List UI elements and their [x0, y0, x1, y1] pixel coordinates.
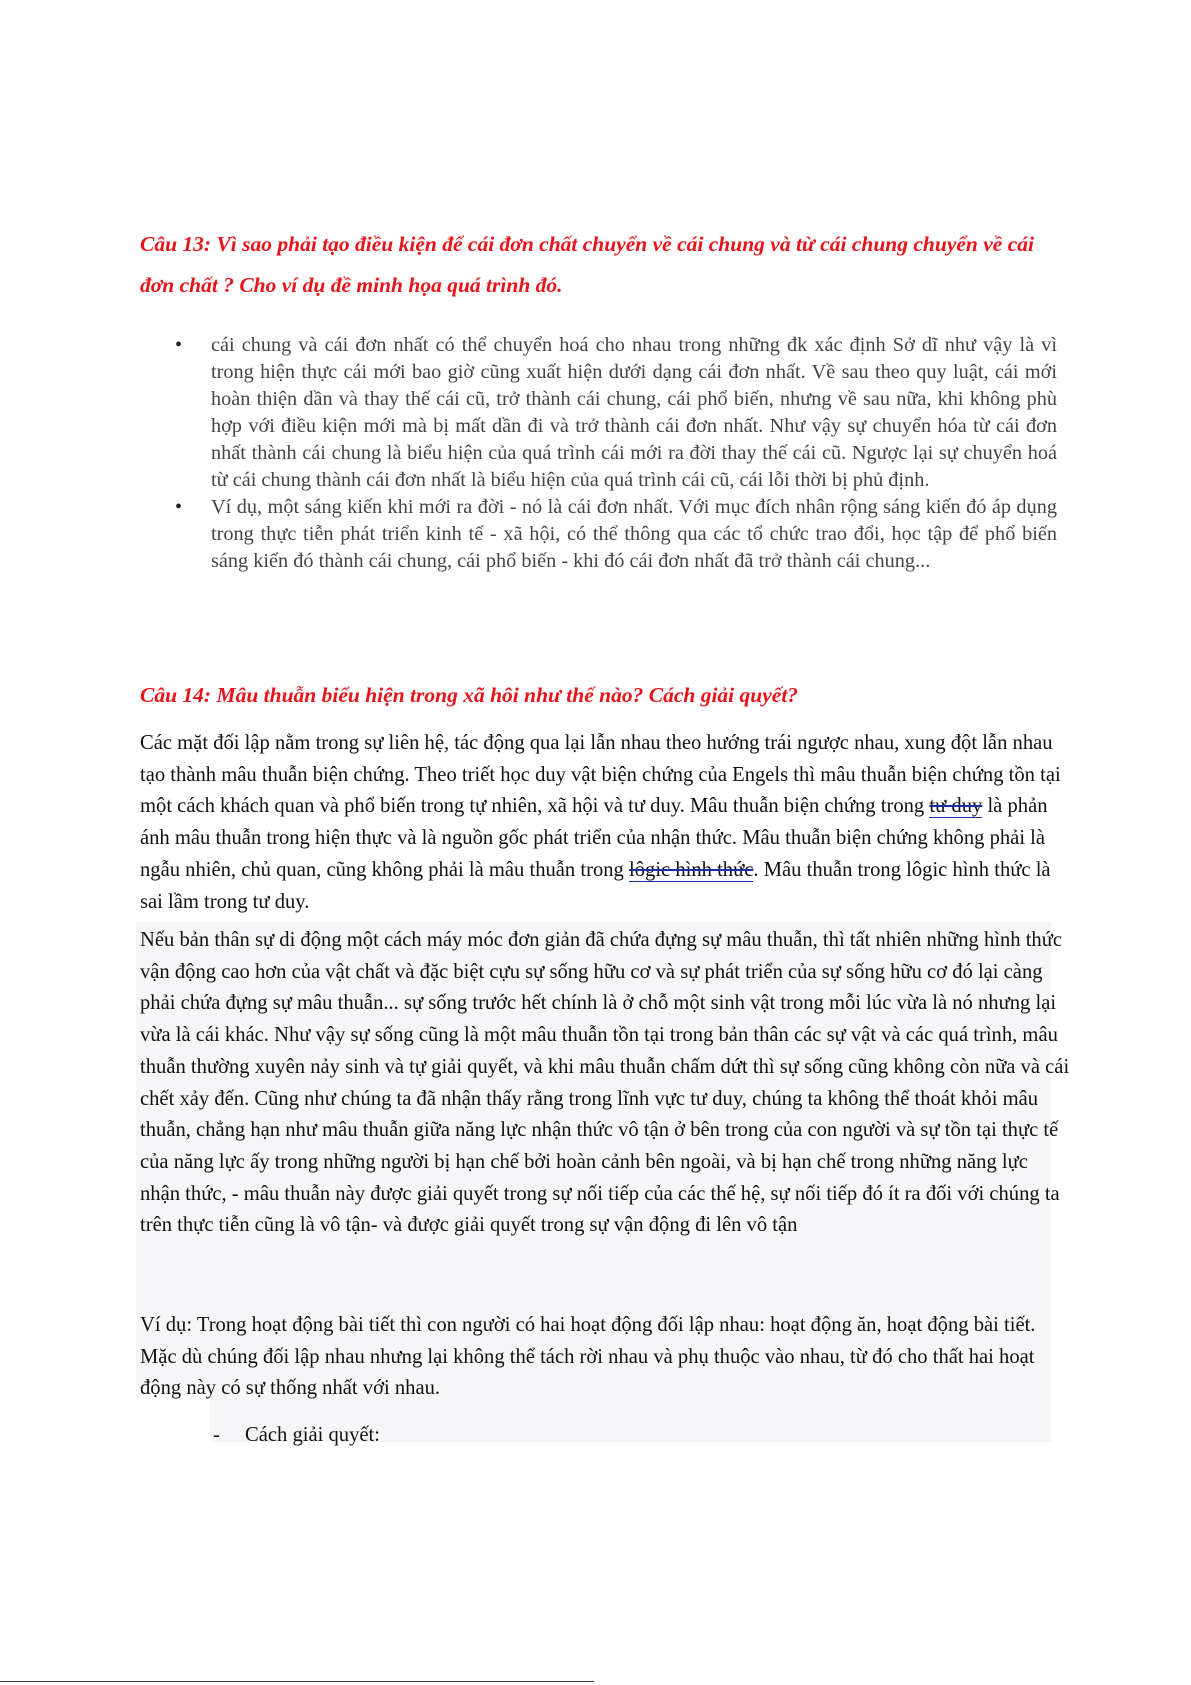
footer-rule — [0, 1681, 594, 1682]
paragraph-example: Ví dụ: Trong hoạt động bài tiết thì con người có hai hoạt động đối lập nhau: hoạt động ăn, hoạt động bài tiết. Mặc dù chúng đối lập nhau nhưng lại không thể tách rời nhau và phụ thuộc vào nhau, từ đó cho thất hai hoạt động này có sự thống nhất với nhau. — [140, 1314, 1036, 1400]
list-item: • Ví dụ, một sáng kiến khi mới ra đời - nó là cái đơn nhất. Với mục đích nhân rộng sáng kiến đó áp dụng trong thực tiễn phát triển kinh tế - xã hội, có thể thông qua các tổ chức trao đổi, học tập để phổ biến sáng kiến đó thành cái chung, cái phổ biến - khi đó cái đơn nhất đã trở thành cái chung... — [175, 494, 1057, 575]
question-14-heading: Câu 14: Mâu thuẫn biểu hiện trong xã hôi như thế nào? Cách giải quyết? — [140, 683, 799, 707]
paragraph-engels-quote: Nếu bản thân sự di động một cách máy móc đơn giản đã chứa đựng sự mâu thuẫn, thì tất nhiên những hình thức vận động cao hơn của vật chất và đặc biệt cựu sự sống hữu cơ và sự phát triển của sự sống hữu cơ đó lại càng phải chứa đựng sự mâu thuẫn... sự sống trước hết chính là ở chỗ một sinh vật trong mỗi lúc vừa là nó nhưng lại vừa là cái khác. Như vậy sự sống cũng là một mâu thuẫn tồn tại trong bản thân các sự vật và các quá trình, mâu thuẫn thường xuyên nảy sinh và tự giải quyết, và khi mâu thuẫn chấm dứt thì sự sống cũng không còn nữa và cái chết xảy đến. Cũng như chúng ta đã nhận thấy rằng trong lĩnh vực tư duy, chúng ta không thể thoát khỏi mâu thuẫn, chẳng hạn như mâu thuẫn giữa năng lực nhận thức vô tận ở bên trong của con người và sự tồn tại thực tế của năng lực ấy trong những người bị hạn chế bởi hoàn cảnh bên ngoài, và bị hạn chế trong những năng lực nhận thức, - mâu thuẫn này được giải quyết trong sự nối tiếp của các thế hệ, sự nối tiếp đó ít ra đối với chúng ta trên thực tiễn cũng là vô tận- và được giải quyết trong sự vận động đi lên vô tận — [140, 929, 1070, 1237]
question-13-heading: Câu 13: Vì sao phải tạo điều kiện để cái đơn chất chuyển về cái chung và từ cái chung chuyển về cái đơn chất ? Cho ví dụ đề minh họa quá trình đó. — [140, 232, 1034, 297]
question-13-bullet-list — [175, 332, 1057, 575]
tu-duy-link[interactable]: tư duy — [929, 795, 983, 818]
logic-hinh-thuc-link[interactable]: lôgic hình thức — [629, 858, 754, 881]
paragraph-text: Các mặt đối lập nằm trong sự liên hệ, tác động qua lại lẫn nhau theo hướng trái ngược nhau, xung đột lẫn nhau tạo thành mâu thuẫn biện chứng. Theo triết học duy vật biện chứng của Engels thì mâu thuẫn biện chứng tồn tại một cách khách quan và phổ biến trong tự nhiên, xã hội và tư duy. Mâu thuẫn biện chứng trong — [140, 732, 1061, 818]
paragraph-text: . Mâu thuẫn trong lôgic hình thức là sai lầm trong tư duy. — [140, 858, 1051, 913]
dash-marker: - — [213, 1424, 220, 1446]
paragraph-text: là phản ánh mâu thuẫn trong hiện thực và là nguồn gốc phát triển của nhận thức. Mâu thuẫn biện chứng không phải là ngẫu nhiên, chủ quan, cũng không phải là mâu thuẫn trong — [140, 795, 1048, 881]
paragraph-dialectical-contradiction — [140, 728, 1070, 918]
dash-list-item — [213, 1420, 380, 1450]
dash-item-text: Cách giải quyết: — [245, 1424, 380, 1446]
list-item: • cái chung và cái đơn nhất có thể chuyển hoá cho nhau trong những đk xác định Sở dĩ như vậy là vì trong hiện thực cái mới bao giờ cũng xuất hiện dưới dạng cái đơn nhất. Về sau theo quy luật, cái mới hoàn thiện dần và thay thế cái cũ, trở thành cái chung, cái phổ biến, nhưng về sau nữa, khi không phù hợp với điều kiện mới mà bị mất dần đi và trở thành cái đơn nhất. Như vậy sự chuyển hóa từ cái đơn nhất thành cái chung là biểu hiện của quá trình cái mới ra đời thay thế cái cũ. Ngược lại sự chuyển hoá từ cái chung thành cái đơn nhất là biểu hiện của quá trình cái cũ, cái lỗi thời bị phủ định. — [175, 332, 1057, 494]
